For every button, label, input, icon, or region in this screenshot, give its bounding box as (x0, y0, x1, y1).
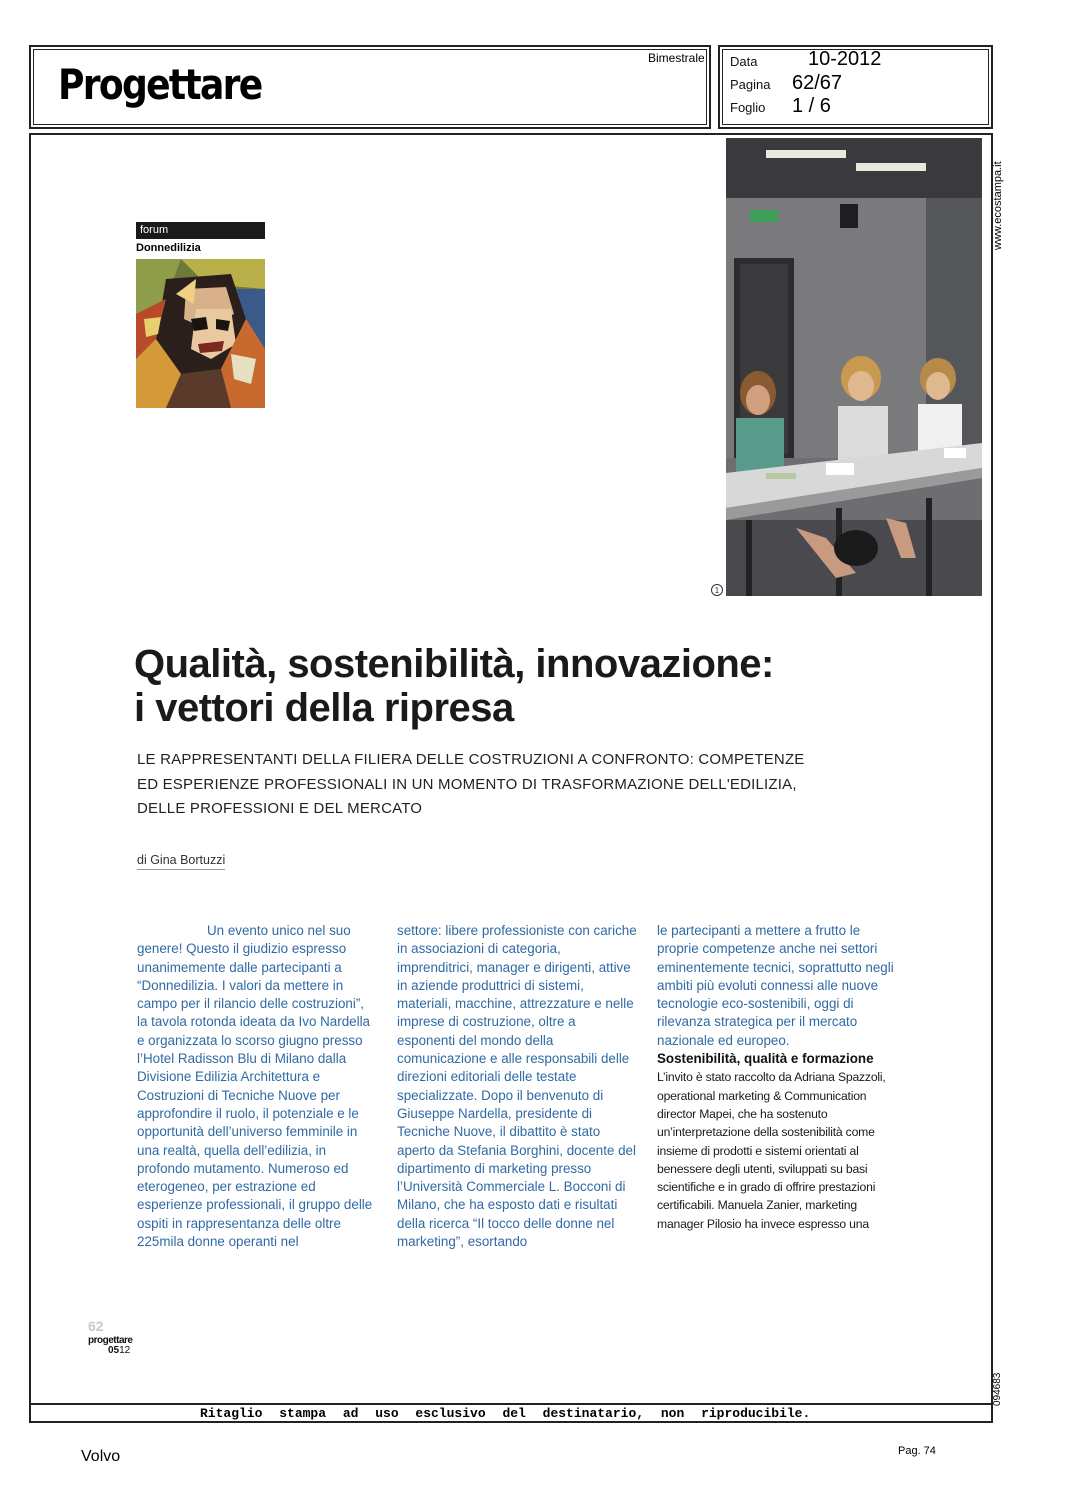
article-column-2 (397, 922, 637, 1251)
periodicity: Bimestrale (648, 51, 705, 65)
client-name: Volvo (81, 1448, 121, 1465)
forum-name: Donnedilizia (136, 242, 201, 254)
column-3-intro: le partecipanti a mettere a frutto le proprie competenze anche nei settori eminentemente tecnici, soprattutto negli ambiti più evoluti connessi alle nuove tecnologie eco-sostenibili, oggi di rilevanza strategica per il mercato nazionale ed europeo. (657, 923, 894, 1048)
foglio-label: Foglio (730, 100, 766, 115)
photo-caption-number: 1 (711, 584, 723, 596)
code-vertical (986, 1368, 1016, 1408)
folio-issue (108, 1345, 130, 1356)
folio-issue-bold: 05 (108, 1345, 120, 1356)
masthead: Progettare (58, 60, 262, 109)
article-title (134, 642, 954, 730)
data-value: 10-2012 (808, 48, 882, 70)
column-3-text: L’invito è stato raccolto da Adriana Spazzoli, operational marketing & Communication director Mapei, che ha sostenuto un’interpretazione della sostenibilità come insieme di prodotti e sistemi orientati al benessere degli utenti, sviluppati su basi scientifiche e in grado di offrire prestazioni certificabili. Manuela Zanier, marketing manager Pilosio ha invece espresso una (657, 1070, 886, 1231)
article-column-1 (137, 922, 377, 1251)
website-vertical (986, 150, 1016, 250)
article-column-3 (657, 922, 897, 1233)
title-line-2: i vettori della ripresa (134, 686, 514, 730)
footer-rule (29, 1403, 993, 1405)
code-text: 094683 (992, 1372, 1003, 1406)
clip-note: Ritaglio stampa ad uso esclusivo del destinatario, non riproducibile. (200, 1406, 811, 1421)
folio-issue-rest: 12 (119, 1345, 131, 1356)
subtitle-line-3: DELLE PROFESSIONI E DEL MERCATO (137, 800, 423, 817)
subtitle-line-1: LE RAPPRESENTANTI DELLA FILIERA DELLE COSTRUZIONI A CONFRONTO: COMPETENZE (137, 751, 805, 768)
subtitle-line-2: ED ESPERIENZE PROFESSIONALI IN UN MOMENTO DI TRASFORMAZIONE DELL'EDILIZIA, (137, 775, 797, 793)
page-reference: Pag. 74 (898, 1445, 936, 1457)
folio-page-number: 62 (88, 1318, 104, 1334)
pagina-label: Pagina (730, 77, 771, 92)
column-2-text: settore: libere professioniste con cariche in associazioni di categoria, imprenditrici, manager e dirigenti, attive in aziende produttrici di sistemi, materiali, macchine, attrezzature e nelle imprese di costruzione, oltre a esponenti del mondo della comunicazione e alle responsabili delle direzioni editoriali delle testate specializzate. Dopo il benvenuto di Giuseppe Nardella, presidente di Tecniche Nuove, il dibattito è stato aperto da Stefania Borghini, docente del dipartimento di marketing presso l’Università Commerciale L. Bocconi di Milano, che ha esposto dati e risultati della ricerca “Il tocco delle donne nel marketing”, esortando (397, 923, 637, 1250)
section-subheading: Sostenibilità, qualità e formazione (657, 1051, 874, 1067)
title-line-1: Qualità, sostenibilità, innovazione: (134, 642, 774, 686)
byline: di Gina Bortuzzi (137, 853, 225, 870)
forum-label: forum (136, 222, 265, 239)
forum-cubist-face-image (136, 259, 265, 408)
article-subtitle (137, 748, 837, 822)
folio-magazine: progettare (88, 1335, 133, 1346)
pagina-value: 62/67 (792, 72, 843, 94)
website-text: www.ecostampa.it (992, 161, 1004, 250)
column-1-text: Un evento unico nel suo genere! Questo il giudizio espresso unanimemente dalle partecipanti a “Donnedilizia. I valori da mettere in campo per il rilancio delle costruzioni”, la tavola rotonda ideata da Ivo Nardella e organizzata lo scorso giugno presso l’Hotel Radisson Blu di Milano dalla Divisione Edilizia Architettura e Costruzioni di Tecniche Nuove per approfondire il ruolo, il potenziale e le opportunità dell’universo femminile in una realtà, quella dell’edilizia, in profondo mutamento. Numeroso ed eterogeneo, per estrazione ed esperienze professionali, il gruppo delle ospiti in rappresentanza delle oltre 225mila donne operanti nel (137, 923, 373, 1250)
foglio-value: 1 / 6 (792, 95, 831, 117)
data-label: Data (730, 54, 758, 69)
forum-event-photo (726, 138, 982, 596)
